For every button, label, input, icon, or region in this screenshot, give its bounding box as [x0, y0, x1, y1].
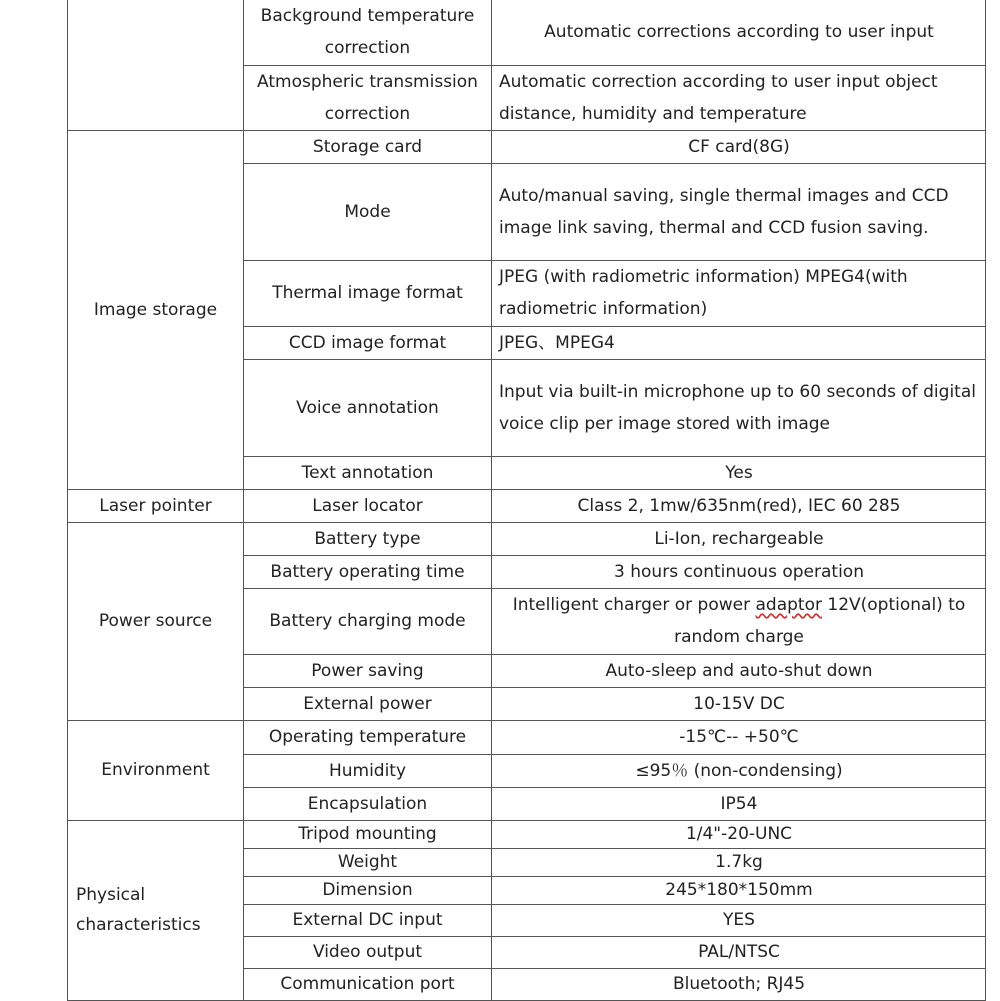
table-row: [68, 522, 986, 555]
item-cell: Battery operating time: [244, 555, 492, 588]
value-cell: JPEG (with radiometric information) MPEG4(with radiometric information): [492, 260, 986, 326]
item-cell: Background temperature correction: [244, 0, 492, 65]
item-cell: Voice annotation: [244, 359, 492, 456]
category-environment: Environment: [68, 720, 244, 820]
value-text: Intelligent charger or power: [512, 595, 756, 615]
value-text: 12V(optional) to random charge: [674, 595, 966, 647]
value-cell: IP54: [492, 787, 986, 820]
value-cell: 1/4"-20-UNC: [492, 820, 986, 848]
item-cell: Weight: [244, 848, 492, 876]
table-row: [68, 720, 986, 754]
item-cell: Thermal image format: [244, 260, 492, 326]
value-cell: -15℃-- +50℃: [492, 720, 986, 754]
category-image-storage: Image storage: [68, 130, 244, 489]
item-cell: CCD image format: [244, 326, 492, 359]
category-cell-empty: [68, 0, 244, 130]
spec-table: [67, 0, 986, 1001]
item-cell: Text annotation: [244, 456, 492, 489]
item-cell: Communication port: [244, 968, 492, 1000]
value-cell: 245*180*150mm: [492, 876, 986, 904]
item-cell: Mode: [244, 163, 492, 260]
value-cell: PAL/NTSC: [492, 936, 986, 968]
value-cell: 3 hours continuous operation: [492, 555, 986, 588]
item-cell: Storage card: [244, 130, 492, 163]
category-power-source: Power source: [68, 522, 244, 720]
item-cell: External power: [244, 687, 492, 720]
value-cell: Auto/manual saving, single thermal images and CCD image link saving, thermal and CCD fusion saving.: [492, 163, 986, 260]
item-cell: Atmospheric transmission correction: [244, 65, 492, 130]
table-row: [68, 489, 986, 522]
value-cell: Li-Ion, rechargeable: [492, 522, 986, 555]
value-cell: CF card(8G): [492, 130, 986, 163]
value-cell: Automatic corrections according to user input: [492, 0, 986, 65]
value-cell: 10-15V DC: [492, 687, 986, 720]
value-cell: Auto-sleep and auto-shut down: [492, 654, 986, 687]
item-cell: Power saving: [244, 654, 492, 687]
value-cell: Yes: [492, 456, 986, 489]
item-cell: Battery charging mode: [244, 588, 492, 654]
category-laser-pointer: Laser pointer: [68, 489, 244, 522]
value-cell: [492, 588, 986, 654]
value-cell: Automatic correction according to user input object distance, humidity and temperature: [492, 65, 986, 130]
value-cell: 1.7kg: [492, 848, 986, 876]
item-cell: Humidity: [244, 754, 492, 787]
item-cell: Encapsulation: [244, 787, 492, 820]
value-cell: JPEG、MPEG4: [492, 326, 986, 359]
item-cell: Dimension: [244, 876, 492, 904]
value-cell: ≤95％ (non-condensing): [492, 754, 986, 787]
value-cell: Input via built-in microphone up to 60 seconds of digital voice clip per image stored with image: [492, 359, 986, 456]
item-cell: Video output: [244, 936, 492, 968]
item-cell: Operating temperature: [244, 720, 492, 754]
value-cell: Class 2, 1mw/635nm(red), IEC 60 285: [492, 489, 986, 522]
table-row: [68, 0, 986, 65]
table-row: [68, 130, 986, 163]
value-cell: YES: [492, 904, 986, 936]
item-cell: Laser locator: [244, 489, 492, 522]
item-cell: Tripod mounting: [244, 820, 492, 848]
table-row: [68, 820, 986, 848]
value-cell: Bluetooth; RJ45: [492, 968, 986, 1000]
category-physical: Physical characteristics: [68, 820, 244, 1000]
item-cell: External DC input: [244, 904, 492, 936]
spellcheck-word: adaptor: [755, 595, 822, 615]
item-cell: Battery type: [244, 522, 492, 555]
